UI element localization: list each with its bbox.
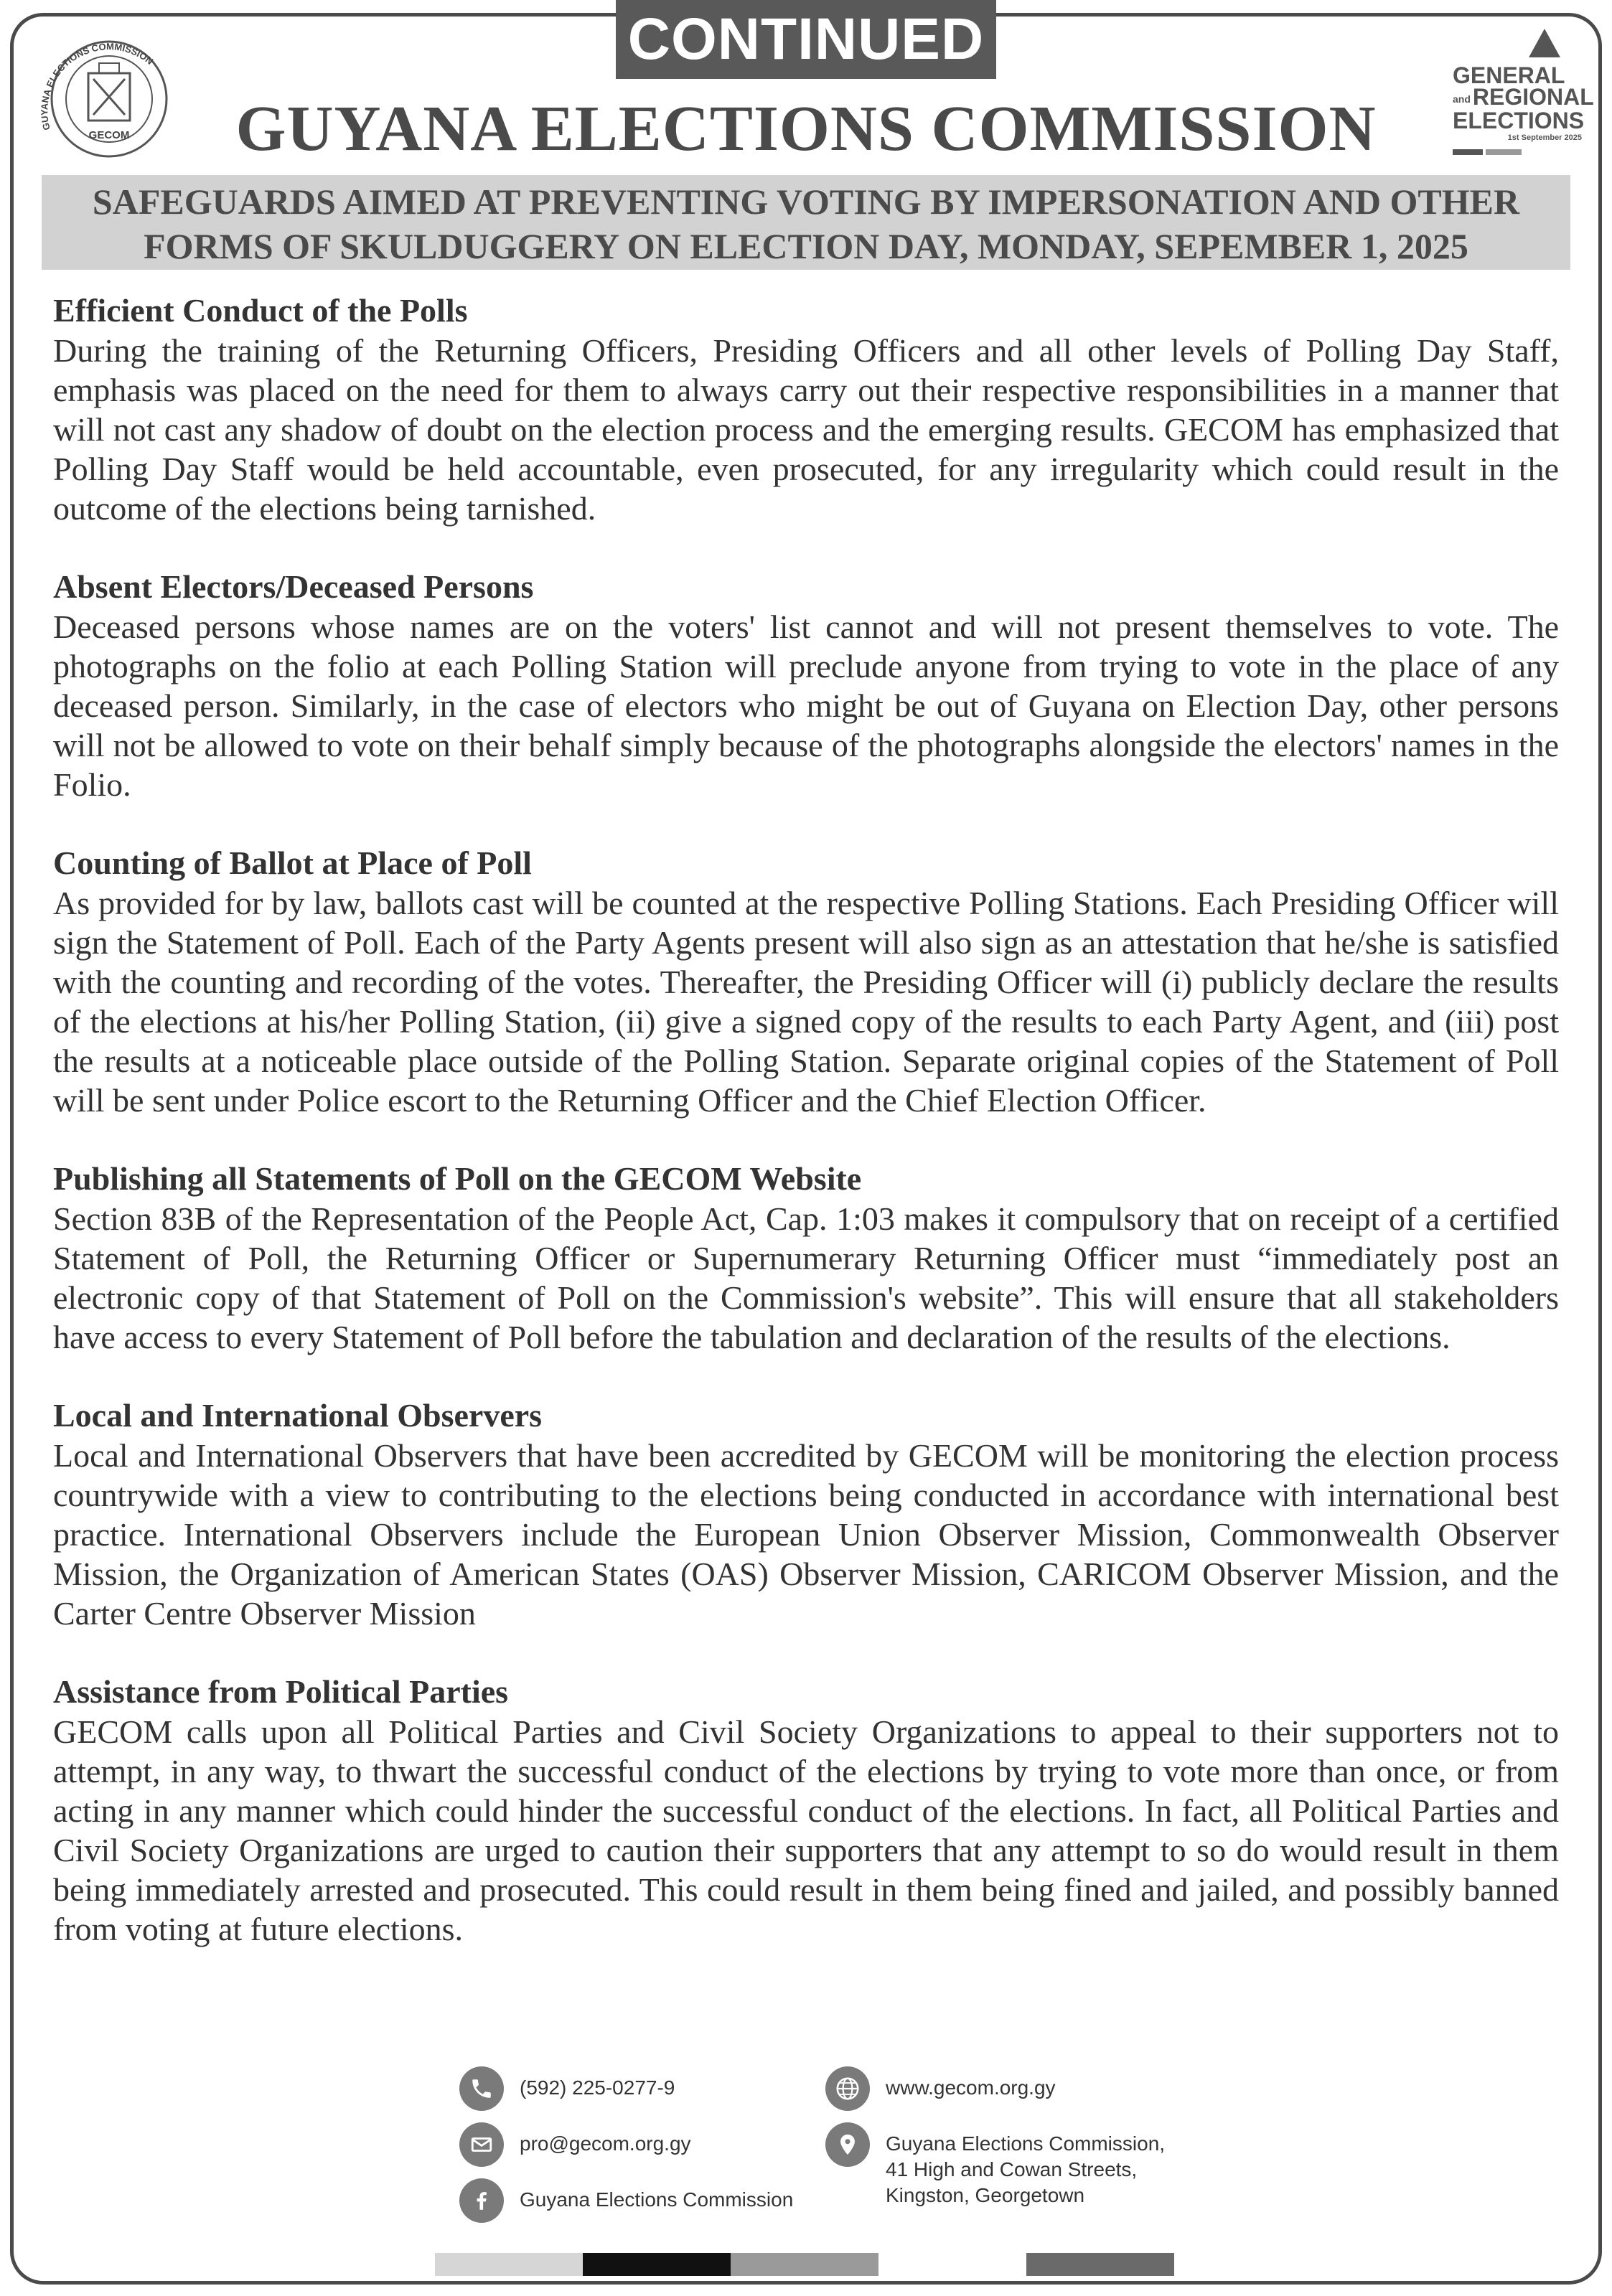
section-text: As provided for by law, ballots cast will be counted at the respective Polling Stations. Each Presiding Officer will sign the Statement of Poll. Each of the Party Agents present will also sign as an attestation that he/she is satisfied with the counting and recording of the votes. Thereafter, the Presiding Officer will (i) publicly declare the results of the elections at his/her Polling Station, (ii) give a signed copy of the results to each Party Agent, and (iii) post the results at a noticeable place outside of the Polling Station. Separate original copies of the Statement of Poll will be sent under Police escort to the Returning Officer and the Chief Election Officer.: [53, 885, 1559, 1119]
article-body: [53, 291, 1559, 1987]
footer-bar-1: [435, 2253, 583, 2276]
section-text: Local and International Observers that have been accredited by GECOM will be monitoring the election process countrywide with a view to contributing to the elections being conducted in accordance with international best practice. International Observers include the European Union Observer Mission, Commonwealth Observer Mission, the Organization of American States (OAS) Observer Mission, CARICOM Observer Mission, and the Carter Centre Observer Mission: [53, 1437, 1559, 1632]
email-icon: [459, 2122, 504, 2167]
section-heading: Publishing all Statements of Poll on the GECOM Website: [53, 1160, 862, 1197]
section-observers: [53, 1396, 1559, 1633]
address-line-3: Kingston, Georgetown: [886, 2184, 1085, 2206]
address-line-1: Guyana Elections Commission,: [886, 2132, 1166, 2155]
section-publishing-statements: [53, 1159, 1559, 1357]
phone-icon: [459, 2066, 504, 2111]
continued-banner: CONTINUED: [616, 0, 996, 79]
contact-phone: [459, 2066, 675, 2111]
section-political-parties: [53, 1672, 1559, 1949]
globe-icon: [825, 2066, 870, 2111]
section-heading: Counting of Ballot at Place of Poll: [53, 844, 532, 881]
website-url[interactable]: www.gecom.org.gy: [886, 2076, 1056, 2099]
section-text: Section 83B of the Representation of the People Act, Cap. 1:03 makes it compulsory that on receipt of a certified Statement of Poll, the Returning Officer or Supernumerary Returning Officer must “immediately post an electronic copy of that Statement of Poll on the Commission's website”. This will ensure that all stakeholders have access to every Statement of Poll before the tabulation and declaration of the results of the elections.: [53, 1200, 1559, 1355]
section-heading: Efficient Conduct of the Polls: [53, 292, 468, 329]
logo-line-general: GENERAL: [1453, 62, 1565, 88]
logo-date: 1st September 2025: [1507, 133, 1582, 142]
location-pin-icon: [825, 2122, 870, 2167]
facebook-page[interactable]: Guyana Elections Commission: [520, 2188, 794, 2211]
section-text: Deceased persons whose names are on the voters' list cannot and will not present themselves to vote. The photographs on the folio at each Polling Station will preclude anyone from trying to vote in the place of any deceased person. Similarly, in the case of electors who might be out of Guyana on Election Day, other persons will not be allowed to vote on their behalf simply because of the photographs alongside the electors' names in the Folio.: [53, 608, 1559, 803]
logo-and: and: [1453, 93, 1471, 105]
logo-line-elections: ELECTIONS: [1453, 107, 1585, 133]
logo-line-regional: REGIONAL: [1472, 84, 1594, 110]
email-address[interactable]: pro@gecom.org.gy: [520, 2132, 691, 2155]
section-efficient-conduct: [53, 291, 1559, 528]
subheading-band: [42, 175, 1570, 270]
contact-website: [825, 2066, 1056, 2111]
contact-facebook: [459, 2178, 793, 2223]
footer-bar-2: [583, 2253, 731, 2276]
section-text: GECOM calls upon all Political Parties and Civil Society Organizations to appeal to their supporters not to attempt, in any way, to thwart the successful conduct of the elections by trying to vote more than once, or from acting in any manner which could hinder the successful conduct of the elections. In fact, all Political Parties and Civil Society Organizations are urged to caution their supporters that any attempt to so do would result in them being immediately arrested and prosecuted. This could result in them being fined and jailed, and possibly banned from voting at future elections.: [53, 1713, 1559, 1947]
contact-block: [459, 2066, 1177, 2231]
section-heading: Absent Electors/Deceased Persons: [53, 568, 534, 605]
footer-bar-5: [1026, 2253, 1174, 2276]
page-title: GUYANA ELECTIONS COMMISSION: [235, 93, 1377, 164]
section-text: During the training of the Returning Officers, Presiding Officers and all other levels of Polling Day Staff, emphasis was placed on the need for them to always carry out their respective responsibilities in a manner that will not cast any shadow of doubt on the election process and the emerging results. GECOM has emphasized that Polling Day Staff would be held accountable, even prosecuted, for any irregularity which could result in the outcome of the elections being tarnished.: [53, 332, 1559, 527]
section-counting-ballot: [53, 843, 1559, 1120]
seal-label: GECOM: [88, 129, 130, 141]
phone-number: (592) 225-0277-9: [520, 2076, 675, 2099]
footer-bar-4: [878, 2253, 1026, 2276]
seal-ring-text: GUYANA ELECTIONS COMMISSION: [39, 41, 156, 131]
footer-bar-3: [731, 2253, 878, 2276]
triangle-icon: [1523, 26, 1566, 59]
contact-address: [825, 2122, 1165, 2208]
address-text: [886, 2122, 1165, 2208]
footer-color-bars: [0, 2253, 1612, 2276]
subheading-line-1: SAFEGUARDS AIMED AT PREVENTING VOTING BY IMPERSONATION AND OTHER: [92, 182, 1520, 222]
facebook-icon: [459, 2178, 504, 2223]
subheading-line-2: FORMS OF SKULDUGGERY ON ELECTION DAY, MONDAY, SEPEMBER 1, 2025: [144, 226, 1468, 266]
contact-email: [459, 2122, 691, 2167]
section-heading: Local and International Observers: [53, 1397, 543, 1434]
address-line-2: 41 High and Cowan Streets,: [886, 2158, 1138, 2180]
section-absent-electors: [53, 567, 1559, 804]
section-heading: Assistance from Political Parties: [53, 1673, 509, 1710]
